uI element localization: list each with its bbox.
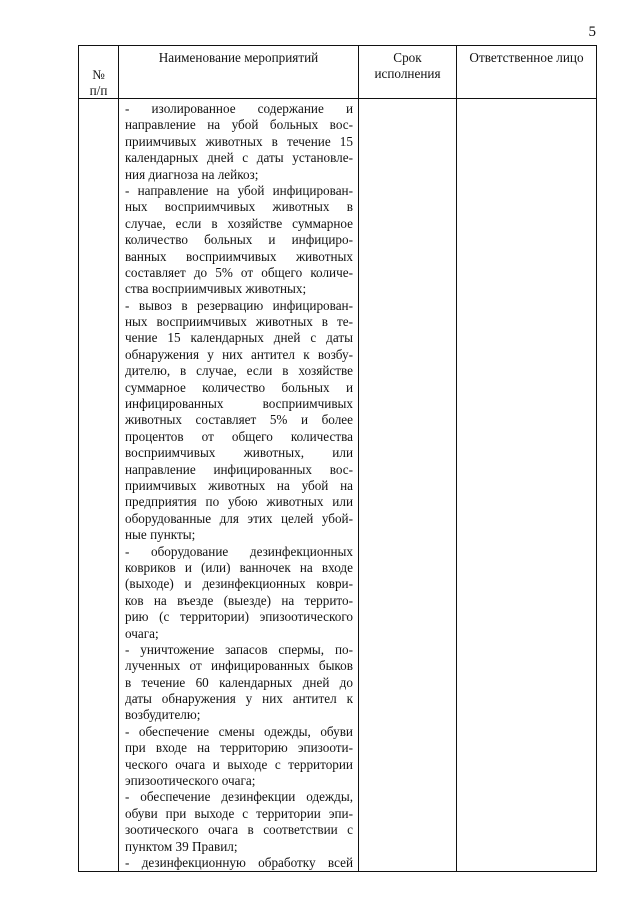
measure-line: пунктом 39 Правил;: [125, 838, 238, 854]
measure-line: - вывоз в резервацию инфицирован-: [125, 297, 353, 313]
measure-line: (выходе) и дезинфекционных коври-: [125, 576, 353, 592]
measure-line: процентов от общего количества: [125, 428, 353, 444]
measure-line: - обеспечение смены одежды, обуви: [125, 723, 353, 739]
cell-number: [79, 99, 119, 872]
measure-line: предприятия по убою животных или: [125, 494, 353, 510]
measure-line: инфицированных восприимчивых: [125, 396, 353, 412]
measure-line: составляет до 5% от общего количе-: [125, 264, 353, 280]
measure-line: зоотического очага в соответствии с: [125, 822, 353, 838]
measure-line: случае, если в хозяйстве суммарное: [125, 215, 353, 231]
table-header-row: [79, 46, 597, 99]
measure-line: чение 15 календарных дней с даты: [125, 330, 353, 346]
measure-line: обуви при выходе с территории эпи-: [125, 805, 353, 821]
measure-line: - направление на убой инфицирован-: [125, 182, 353, 198]
measure-line: ных восприимчивых животных в: [125, 199, 353, 215]
measure-line: календарных дней с даты установле-: [125, 150, 353, 166]
measure-line: - оборудование дезинфекционных: [125, 543, 353, 559]
header-number-pp: п/п: [89, 83, 108, 98]
measure-line: - дезинфекционную обработку всей: [125, 854, 353, 870]
cell-deadline: [359, 99, 457, 872]
table-row: [79, 99, 597, 872]
measure-line: оборудованные для этих целей убой-: [125, 510, 353, 526]
measure-line: направление инфицированных вос-: [125, 461, 353, 477]
measure-line: ния диагноза на лейкоз;: [125, 166, 259, 182]
header-responsible: Ответственное лицо: [457, 46, 597, 99]
measure-line: ческого очага и выходе с территории: [125, 756, 353, 772]
measure-line: ства восприимчивых животных;: [125, 281, 307, 297]
measure-line: количество больных и инфициро-: [125, 232, 353, 248]
measure-line: дителю, в случае, если в хозяйстве: [125, 363, 353, 379]
header-name: Наименование мероприятий: [119, 46, 359, 99]
measure-line: рию (с территории) эпизоотического: [125, 609, 353, 625]
measure-line: ков на въезде (выезде) на террито-: [125, 592, 353, 608]
measure-line: в течение 60 календарных дней до: [125, 674, 353, 690]
header-number: [79, 46, 119, 99]
measures-table: [78, 45, 597, 872]
measure-line: восприимчивых животных, или: [125, 445, 353, 461]
measure-line: эпизоотического очага;: [125, 773, 256, 789]
measure-line: направление на убой больных вос-: [125, 117, 353, 133]
measure-line: - изолированное содержание и: [125, 101, 353, 116]
measure-line: ные пункты;: [125, 527, 196, 543]
cell-responsible: [457, 99, 597, 872]
measure-line: очага;: [125, 625, 159, 641]
header-number-sign: №: [92, 67, 105, 82]
measure-line: - уничтожение запасов спермы, по-: [125, 641, 353, 657]
measure-line: приимчивых животных в течение 15: [125, 133, 353, 149]
measure-line: ванных восприимчивых животных: [125, 248, 353, 264]
cell-measures: [119, 99, 359, 872]
measure-line: лученных от инфицированных быков: [125, 658, 353, 674]
measure-line: - обеспечение дезинфекции одежды,: [125, 789, 353, 805]
page-number: 5: [588, 24, 596, 40]
measure-line: обнаружения у них антител к возбу-: [125, 346, 353, 362]
measure-line: при входе на территорию эпизооти-: [125, 740, 353, 756]
measure-line: возбудителю;: [125, 707, 201, 723]
measure-line: животных составляет 5% и более: [125, 412, 353, 428]
measure-line: приимчивых животных на убой на: [125, 477, 353, 493]
measure-line: ных восприимчивых животных в те-: [125, 314, 353, 330]
header-deadline: Срок исполнения: [359, 46, 457, 99]
measure-line: ковриков и (или) ванночек на входе: [125, 559, 353, 575]
measure-line: даты обнаружения у них антител к: [125, 691, 353, 707]
measure-line: суммарное количество больных и: [125, 379, 353, 395]
